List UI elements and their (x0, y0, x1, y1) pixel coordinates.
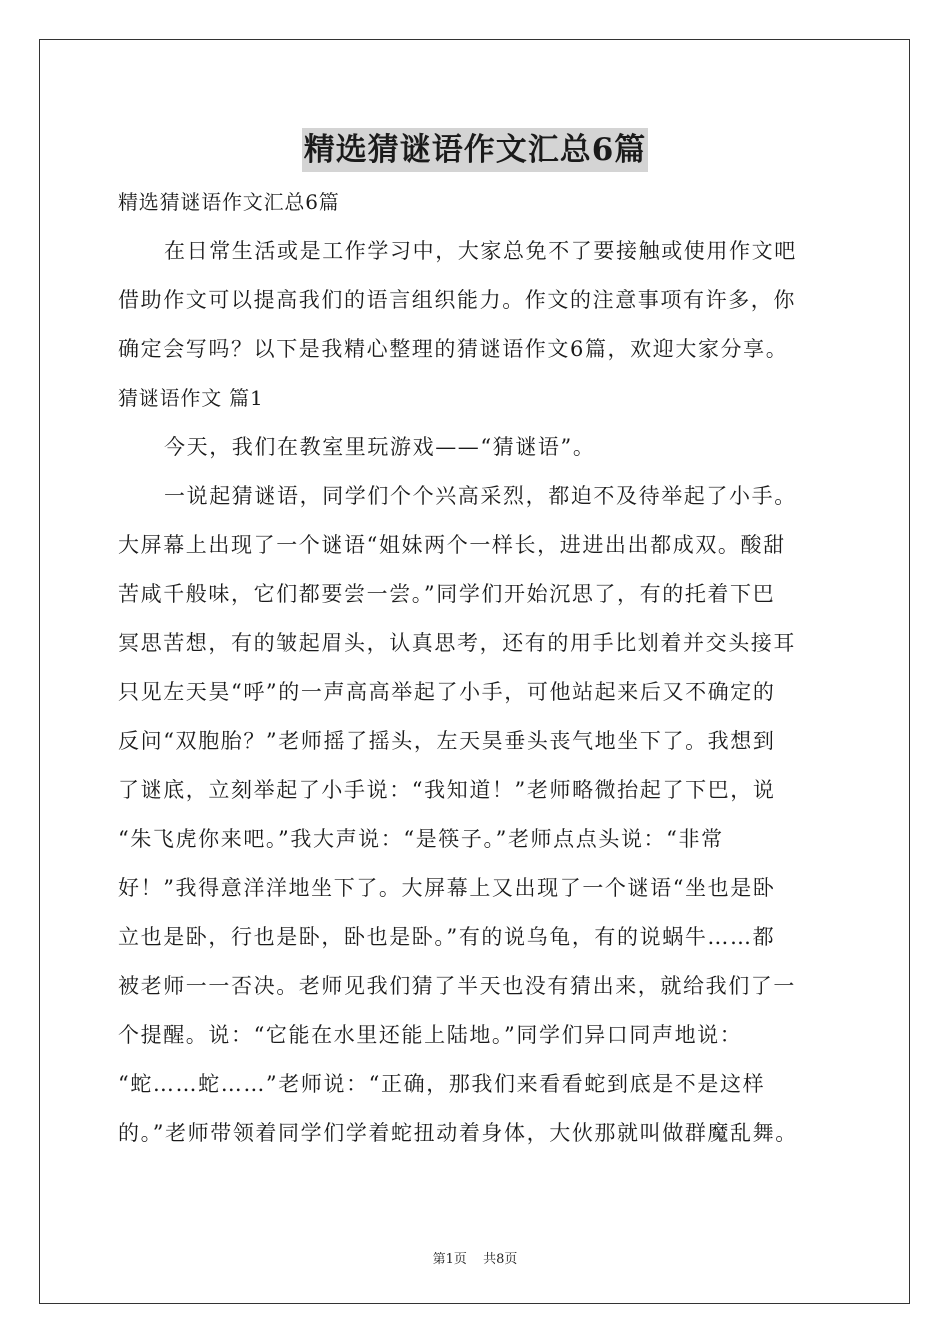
section-heading: 猜谜语作文 篇1 (118, 386, 264, 410)
paragraph-line: 一说起猜谜语，同学们个个兴高采烈，都迫不及待举起了小手。 (164, 484, 797, 508)
paragraph-line: 冥思苦想，有的皱起眉头，认真思考，还有的用手比划着并交头接耳 (118, 631, 796, 655)
paragraph-line: 在日常生活或是工作学习中，大家总免不了要接触或使用作文吧 (164, 239, 797, 263)
document-title: 精选猜谜语作文汇总6篇 (302, 128, 649, 172)
paragraph-line: 确定会写吗？以下是我精心整理的猜谜语作文6篇，欢迎大家分享。 (118, 337, 789, 361)
page-total: 共8页 (483, 1252, 518, 1267)
paragraph-line: “朱飞虎你来吧。”我大声说：“是筷子。”老师点点头说：“非常 (118, 827, 724, 851)
paragraph-line: 个提醒。说：“它能在水里还能上陆地。”同学们异口同声地说： (118, 1023, 743, 1047)
paragraph-line: 借助作文可以提高我们的语言组织能力。作文的注意事项有许多，你 (118, 288, 796, 312)
paragraph-line: 好！”我得意洋洋地坐下了。大屏幕上又出现了一个谜语“坐也是卧 (118, 876, 776, 900)
title-wrapper (0, 128, 950, 172)
paragraph-line: “蛇……蛇……”老师说：“正确，那我们来看看蛇到底是不是这样 (118, 1072, 766, 1096)
paragraph-line: 今天，我们在教室里玩游戏——“猜谜语”。 (164, 435, 596, 459)
paragraph-line: 反问“双胞胎？”老师摇了摇头，左天昊垂头丧气地坐下了。我想到 (118, 729, 776, 753)
paragraph-line: 的。”老师带领着同学们学着蛇扭动着身体，大伙那就叫做群魔乱舞。 (118, 1121, 798, 1145)
paragraph-line: 立也是卧，行也是卧，卧也是卧。”有的说乌龟，有的说蜗牛……都 (118, 925, 776, 949)
page-footer (0, 1248, 950, 1267)
paragraph-line: 大屏幕上出现了一个谜语“姐妹两个一样长，进进出出都成双。酸甜 (118, 533, 786, 557)
paragraph-line: 了谜底，立刻举起了小手说：“我知道！”老师略微抬起了下巴，说 (118, 778, 776, 802)
page-number: 第1页 (432, 1252, 467, 1267)
paragraph-line: 苦咸千般味，它们都要尝一尝。”同学们开始沉思了，有的托着下巴 (118, 582, 776, 606)
document-body (118, 178, 858, 1158)
paragraph-line: 被老师一一否决。老师见我们猜了半天也没有猜出来，就给我们了一 (118, 974, 796, 998)
paragraph-line: 只见左天昊“呼”的一声高高举起了小手，可他站起来后又不确定的 (118, 680, 776, 704)
subtitle-line: 精选猜谜语作文汇总6篇 (118, 190, 340, 214)
